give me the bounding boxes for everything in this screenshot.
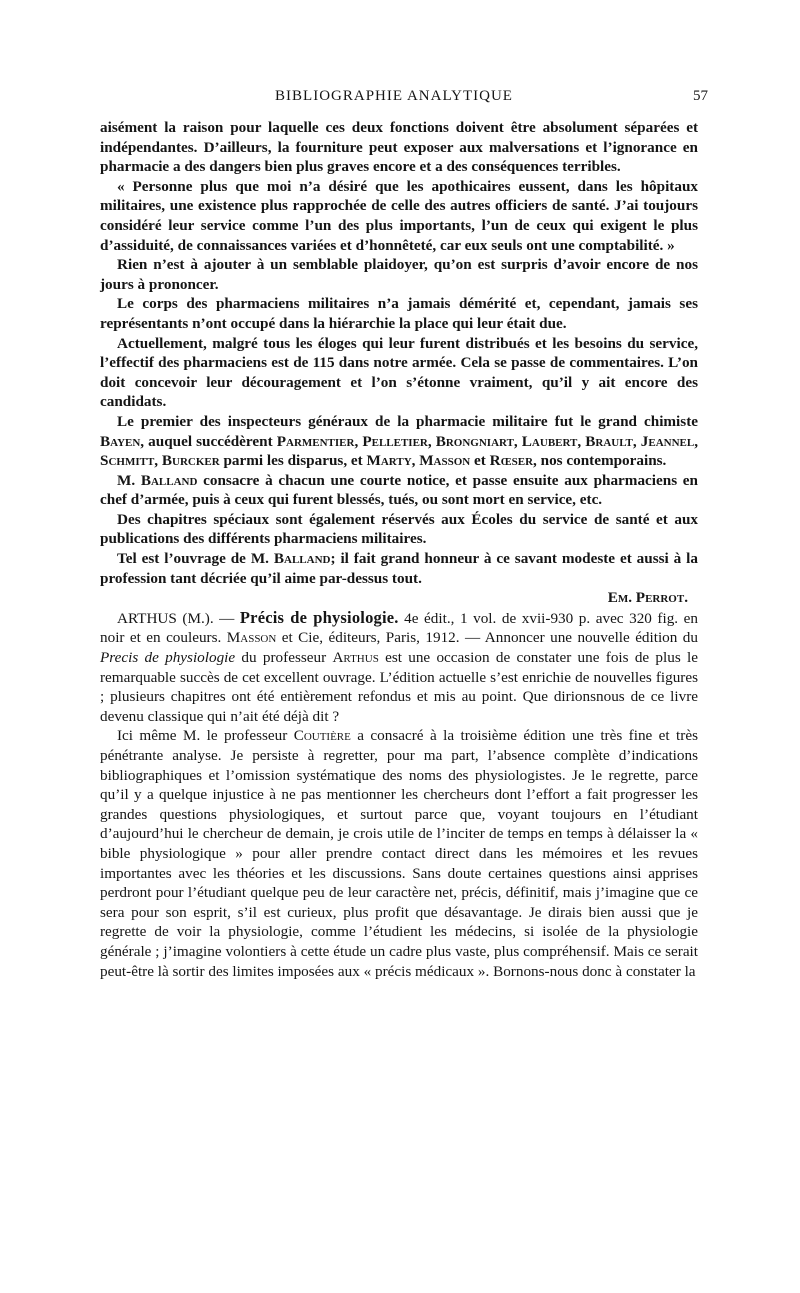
review-author: ARTHUS (M.). —: [117, 609, 240, 627]
text-span: , auquel succédèrent: [140, 432, 277, 450]
paragraph: « Personne plus que moi n’a désiré que les apothicaires eussent, dans les hôpitaux militaires, une existence plus rapprochée de celle des autres officiers de santé. J’ai toujours considéré leur service comme l’un des plus importants, l’un de ceux qui exigent le plus d’assiduité, de connaissances variées et d’honnêteté, car eux seuls ont une comptabilité. »: [100, 177, 698, 254]
person-name: Balland: [140, 471, 198, 489]
text-span: , nos contemporains.: [533, 452, 667, 470]
paragraph: [100, 471, 698, 510]
text-span: M.: [117, 471, 141, 489]
text-span: est une occasion de constater une fois de plus le remarquable succès de cet excellent ouvrage. L’édition actuelle s’est enrichie de nouvelles figures ; plusieurs chapitres ont été entièrement refondus et mis au point. Que dirionsnous de ce livre devenu classique qui n’ait été déjà dit ?: [100, 649, 698, 725]
person-names: Marty, Masson: [366, 452, 471, 470]
person-name: Coutière: [293, 727, 351, 745]
person-name: Bayen: [100, 432, 141, 450]
text-span: a consacré à la troisième édition une très fine et très pénétrante analyse. Je persiste à regretter, pour ma part, l’absence complète d’indications bibliographiques et l’omission systématique des noms des physiologistes. Je le regrette, parce qu’il y a quelque injustice à ne pas mentionner les chercheurs dont l’effort a fait progresser les grandes questions physiologiques, et surtout parce que, voyant toujours en l’étudiant d’aujourd’hui le chercheur de demain, je crois utile de l’inciter de temps en temps à délaisser la « bible physiologique » pour aller prendre contact direct dans les mémoires et les revues importantes avec les théories et les discussions. Sans doute certaines questions ainsi apprises perdront pour l’étudiant quelque peu de leur caractère net, précis, définitif, mais j’imagine que ce sera pour son esprit, s’il est curieux, plus profit que désavantage. Je dirais bien aussi que je regrette de voir la physiologie, comme l’étudient les médecins, si isolée de la physiologie générale ; j’imagine volontiers à cette étude un cadre plus vaste, plus compréhensif. Mais ce serait peut-être là sortir des limites imposées aux « précis médicaux ». Bornons-nous donc à constater la: [100, 727, 698, 980]
page-number: 57: [693, 88, 708, 104]
paragraph: Rien n’est à ajouter à un semblable plaidoyer, qu’on est surpris d’avoir encore de nos jours à prononcer.: [100, 256, 698, 293]
publisher-name: Masson: [226, 629, 277, 647]
text-span: consacre à chacun une courte notice, et passe ensuite aux pharmaciens en chef d’armée, puis à ceux qui furent blessés, tués, ou sont mort en service, etc.: [100, 471, 698, 509]
text-span: du professeur: [235, 649, 333, 667]
page-header: [80, 88, 708, 110]
paragraph: [100, 412, 698, 471]
book-title: Précis de physiologie.: [239, 607, 399, 627]
paragraph: [100, 726, 698, 981]
review-balland: [100, 118, 698, 608]
person-name: Balland: [273, 550, 331, 568]
person-name: Arthus: [332, 649, 379, 667]
paragraph: Des chapitres spéciaux sont également réservés aux Écoles du service de santé et aux publications des différents pharmaciens militaires.: [100, 510, 698, 548]
person-name: Rœser: [489, 452, 534, 470]
person-names: Parmentier, Pelletier, Brongniart, Laubert, Brault, Jeannel, Schmitt, Burcker: [100, 432, 698, 470]
text-span: ; il fait grand honneur à ce savant modeste et aussi à la profession tant décriée qu’il aime par-dessus tout.: [100, 550, 698, 587]
running-head: BIBLIOGRAPHIE ANALYTIQUE: [275, 88, 513, 104]
paragraph: [100, 549, 698, 588]
review-heading-paragraph: [100, 608, 698, 727]
text-span: Ici même M. le professeur: [117, 727, 294, 745]
text-span: parmi les disparus, et: [219, 452, 367, 470]
paragraph: Le corps des pharmaciens militaires n’a jamais démérité et, cependant, jamais ses représentants n’ont occupé dans la hiérarchie la place qui leur était due.: [100, 295, 698, 332]
paragraph: aisément la raison pour laquelle ces deux fonctions doivent être absolument séparées et indépendantes. D’ailleurs, la fourniture peut exposer aux malversations et l’ignorance en pharmacie a des dangers bien plus graves encore et a des conséquences terribles.: [100, 119, 698, 176]
paragraph: Actuellement, malgré tous les éloges qui leur furent distribués et les besoins du service, l’effectif des pharmaciens est de 115 dans notre armée. Cela se passe de commentaires. L’on doit concevoir leur découragement et l’on s’étonne vraiment, qu’il y ait encore des candidats.: [100, 334, 698, 411]
review-arthus: [100, 608, 698, 981]
text-span: Le premier des inspecteurs généraux de la pharmacie militaire fut le grand chimiste: [117, 412, 698, 430]
book-title-italic: Precis de physiologie: [100, 649, 236, 667]
text-span: Tel est l’ouvrage de M.: [117, 550, 274, 568]
review-signature: Em. Perrot.: [607, 589, 688, 607]
text-span: 4e édit., 1 vol. de xvii-930 p. avec 320 fig. en noir et en couleurs.: [100, 609, 698, 647]
page-body: [100, 118, 698, 981]
text-span: et: [470, 452, 490, 470]
text-span: et Cie, éditeurs, Paris, 1912. — Annoncer une nouvelle édition du: [276, 629, 698, 647]
